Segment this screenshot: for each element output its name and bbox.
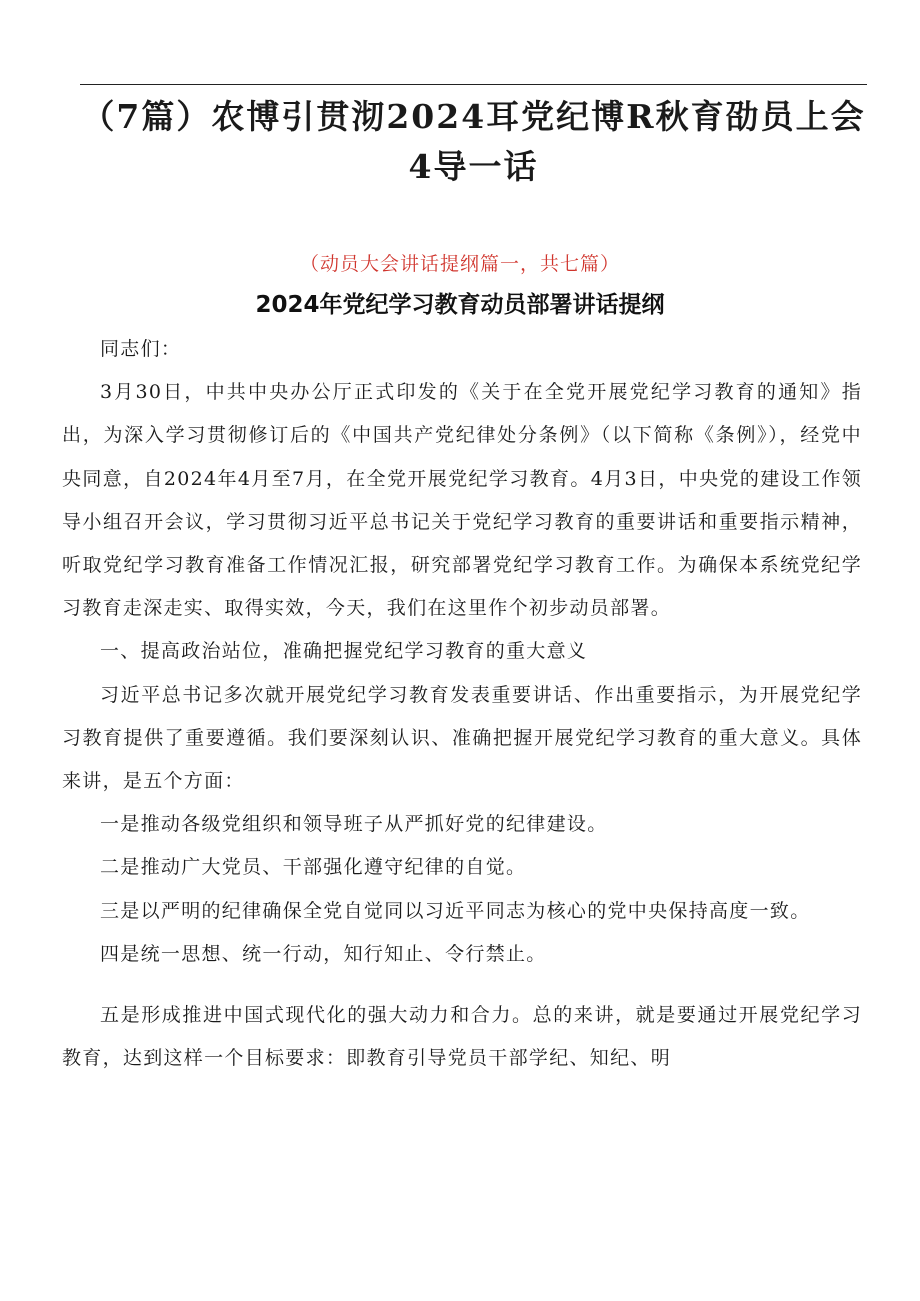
greeting-paragraph: 同志们： <box>100 338 182 360</box>
document-subtitle: （动员大会讲话提纲篇一，共七篇） <box>299 253 620 275</box>
body-paragraph: 习近平总书记多次就开展党纪学习教育发表重要讲话、作出重要指示，为开展党纪学习教育提供了重要遵循。我们要深刻认识、准确把握开展党纪学习教育的重大意义。具体来讲，是五个方面： <box>62 683 862 793</box>
speech-heading: 2024年党纪学习教育动员部署讲话提纲 <box>255 292 665 318</box>
point-paragraph-5: 五是形成推进中国式现代化的强大动力和合力。总的来讲，就是要通过开展党纪学习教育，达到这样一个目标要求：即教育引导党员干部学纪、知纪、明 <box>62 1004 862 1070</box>
intro-paragraph: 3月30日，中共中央办公厅正式印发的《关于在全党开展党纪学习教育的通知》指出，为深入学习贯彻修订后的《中国共产党纪律处分条例》（以下简称《条例》），经党中央同意，自2024年4月至7月，在全党开展党纪学习教育。4月3日，中央党的建设工作领导小组召开会议，学习贯彻习近平总书记关于党纪学习教育的重要讲话和重要指示精神，听取党纪学习教育准备工作情况汇报，研究部署党纪学习教育工作。为确保本系统党纪学习教育走深走实、取得实效，今天，我们在这里作个初步动员部署。 <box>62 381 862 620</box>
header-rule <box>80 84 867 85</box>
point-paragraph-1: 一是推动各级党组织和领导班子从严抓好党的纪律建设。 <box>100 813 608 836</box>
section-heading-1: 一、提高政治站位，准确把握党纪学习教育的重大意义 <box>100 640 588 663</box>
document-body <box>62 328 862 1080</box>
point-paragraph-2: 二是推动广大党员、干部强化遵守纪律的自觉。 <box>100 856 527 879</box>
point-paragraph-3: 三是以严明的纪律确保全党自觉同以习近平同志为核心的党中央保持高度一致。 <box>100 899 811 922</box>
document-title: （7篇）农博引贯沏2024耳党纪博R秋育劭员上会4导一话 <box>81 97 866 186</box>
point-paragraph-4: 四是统一思想、统一行动，知行知止、令行禁止。 <box>100 942 547 965</box>
